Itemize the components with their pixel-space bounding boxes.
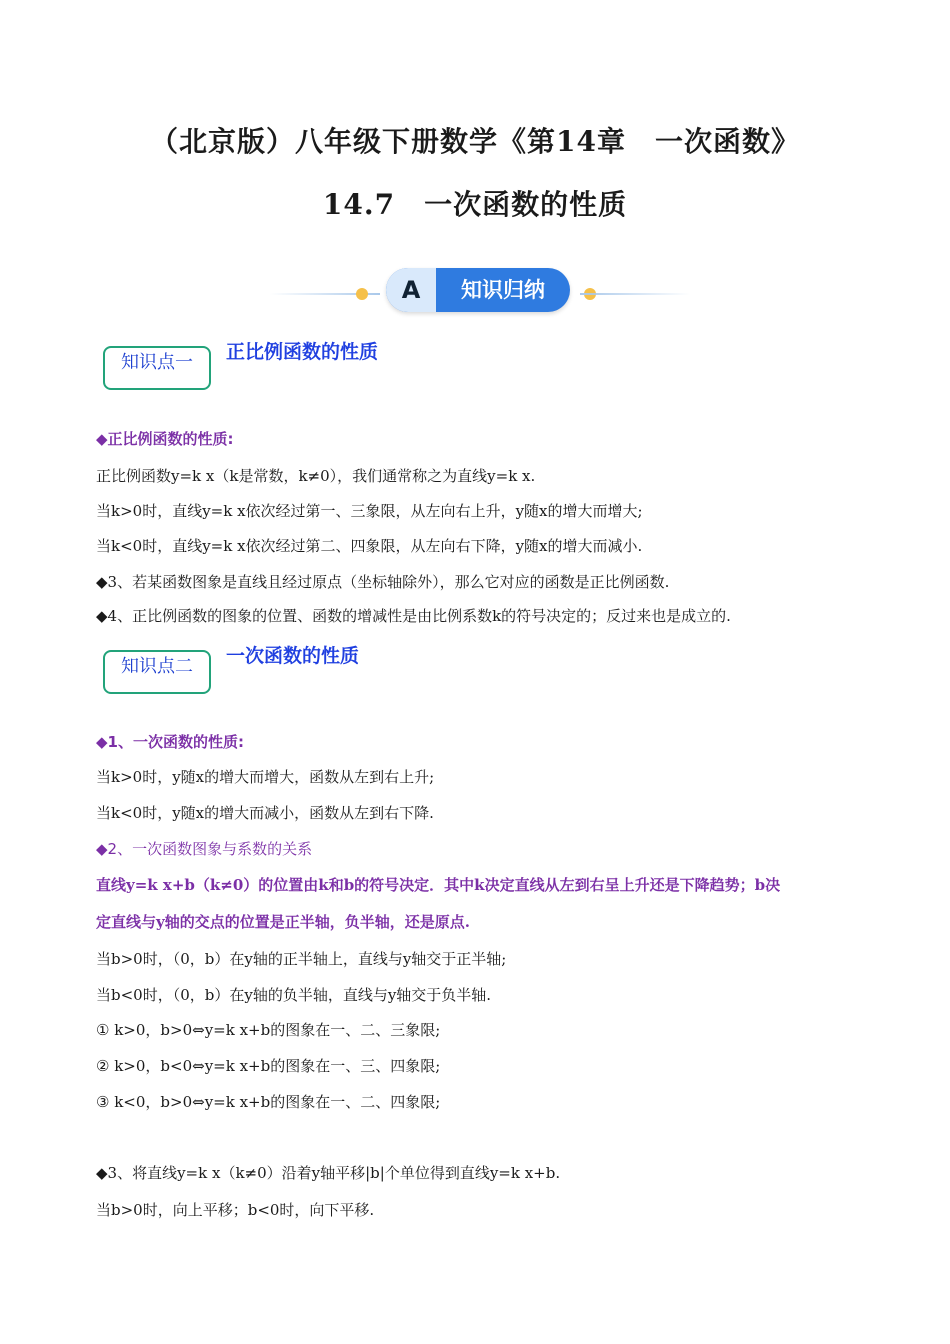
kp1-line-2: 当k>0时，直线y=k x依次经过第一、三象限，从左向右上升，y随x的增大而增大; — [96, 502, 643, 520]
kp2-line-6: 当b>0时，向上平移；b<0时，向下平移. — [96, 1201, 375, 1219]
knowledge-point-2-box: 知识点二 — [103, 650, 211, 694]
kp1-line-1: 正比例函数y=k x（k是常数，k≠0），我们通常称之为直线y=k x. — [96, 467, 536, 485]
kp2-case-2: ② k>0，b<0⇔y=k x+b的图象在一、三、四象限; — [96, 1057, 441, 1075]
kp2-line-3: 当b>0时，（0，b）在y轴的正半轴上，直线与y轴交于正半轴; — [96, 950, 507, 968]
kp2-line-2: 当k<0时，y随x的增大而减小，函数从左到右下降. — [96, 804, 434, 822]
section-title: 14.7 一次函数的性质 — [322, 188, 628, 221]
kp1-line-5: ◆4、正比例函数的图象的位置、函数的增减性是由比例系数k的符号决定的；反过来也是成立的. — [96, 607, 731, 625]
kp2-case-3: ③ k<0，b>0⇔y=k x+b的图象在一、二、四象限; — [96, 1093, 441, 1111]
document-title: （北京版）八年级下册数学《第14章 一次函数》 — [150, 125, 800, 158]
knowledge-point-1-title: 正比例函数的性质 — [226, 341, 379, 363]
kp1-line-3: 当k<0时，直线y=k x依次经过第二、四象限，从左向右下降，y随x的增大而减小. — [96, 537, 643, 555]
kp2-line-5: ◆3、将直线y=k x（k≠0）沿着y轴平移|b|个单位得到直线y=k x+b. — [96, 1164, 561, 1182]
banner-badge — [386, 268, 570, 312]
kp2-heading-1: ◆1、一次函数的性质: — [96, 733, 244, 751]
kp2-heading-2: ◆2、一次函数图象与系数的关系 — [96, 840, 313, 858]
knowledge-point-2-title: 一次函数的性质 — [226, 645, 360, 667]
banner-right-line — [580, 293, 690, 295]
kp2-line-4: 当b<0时，（0，b）在y轴的负半轴，直线与y轴交于负半轴. — [96, 986, 492, 1004]
kp1-heading: ◆正比例函数的性质: — [96, 430, 234, 448]
knowledge-point-1-box: 知识点一 — [103, 346, 211, 390]
kp2-paragraph-1b: 定直线与y轴的交点的位置是正半轴，负半轴，还是原点. — [96, 913, 470, 931]
banner-letter: A — [386, 268, 436, 312]
knowledge-summary-banner — [270, 268, 690, 314]
banner-left-dot — [356, 288, 368, 300]
kp2-paragraph-1a: 直线y=k x+b（k≠0）的位置由k和b的符号决定．其中k决定直线从左到右呈上升还是下降趋势；b决 — [96, 876, 781, 894]
kp1-line-4: ◆3、若某函数图象是直线且经过原点（坐标轴除外），那么它对应的函数是正比例函数. — [96, 573, 670, 591]
banner-label: 知识归纳 — [461, 278, 545, 302]
kp2-line-1: 当k>0时，y随x的增大而增大，函数从左到右上升; — [96, 768, 435, 786]
kp2-case-1: ① k>0，b>0⇔y=k x+b的图象在一、二、三象限; — [96, 1021, 441, 1039]
